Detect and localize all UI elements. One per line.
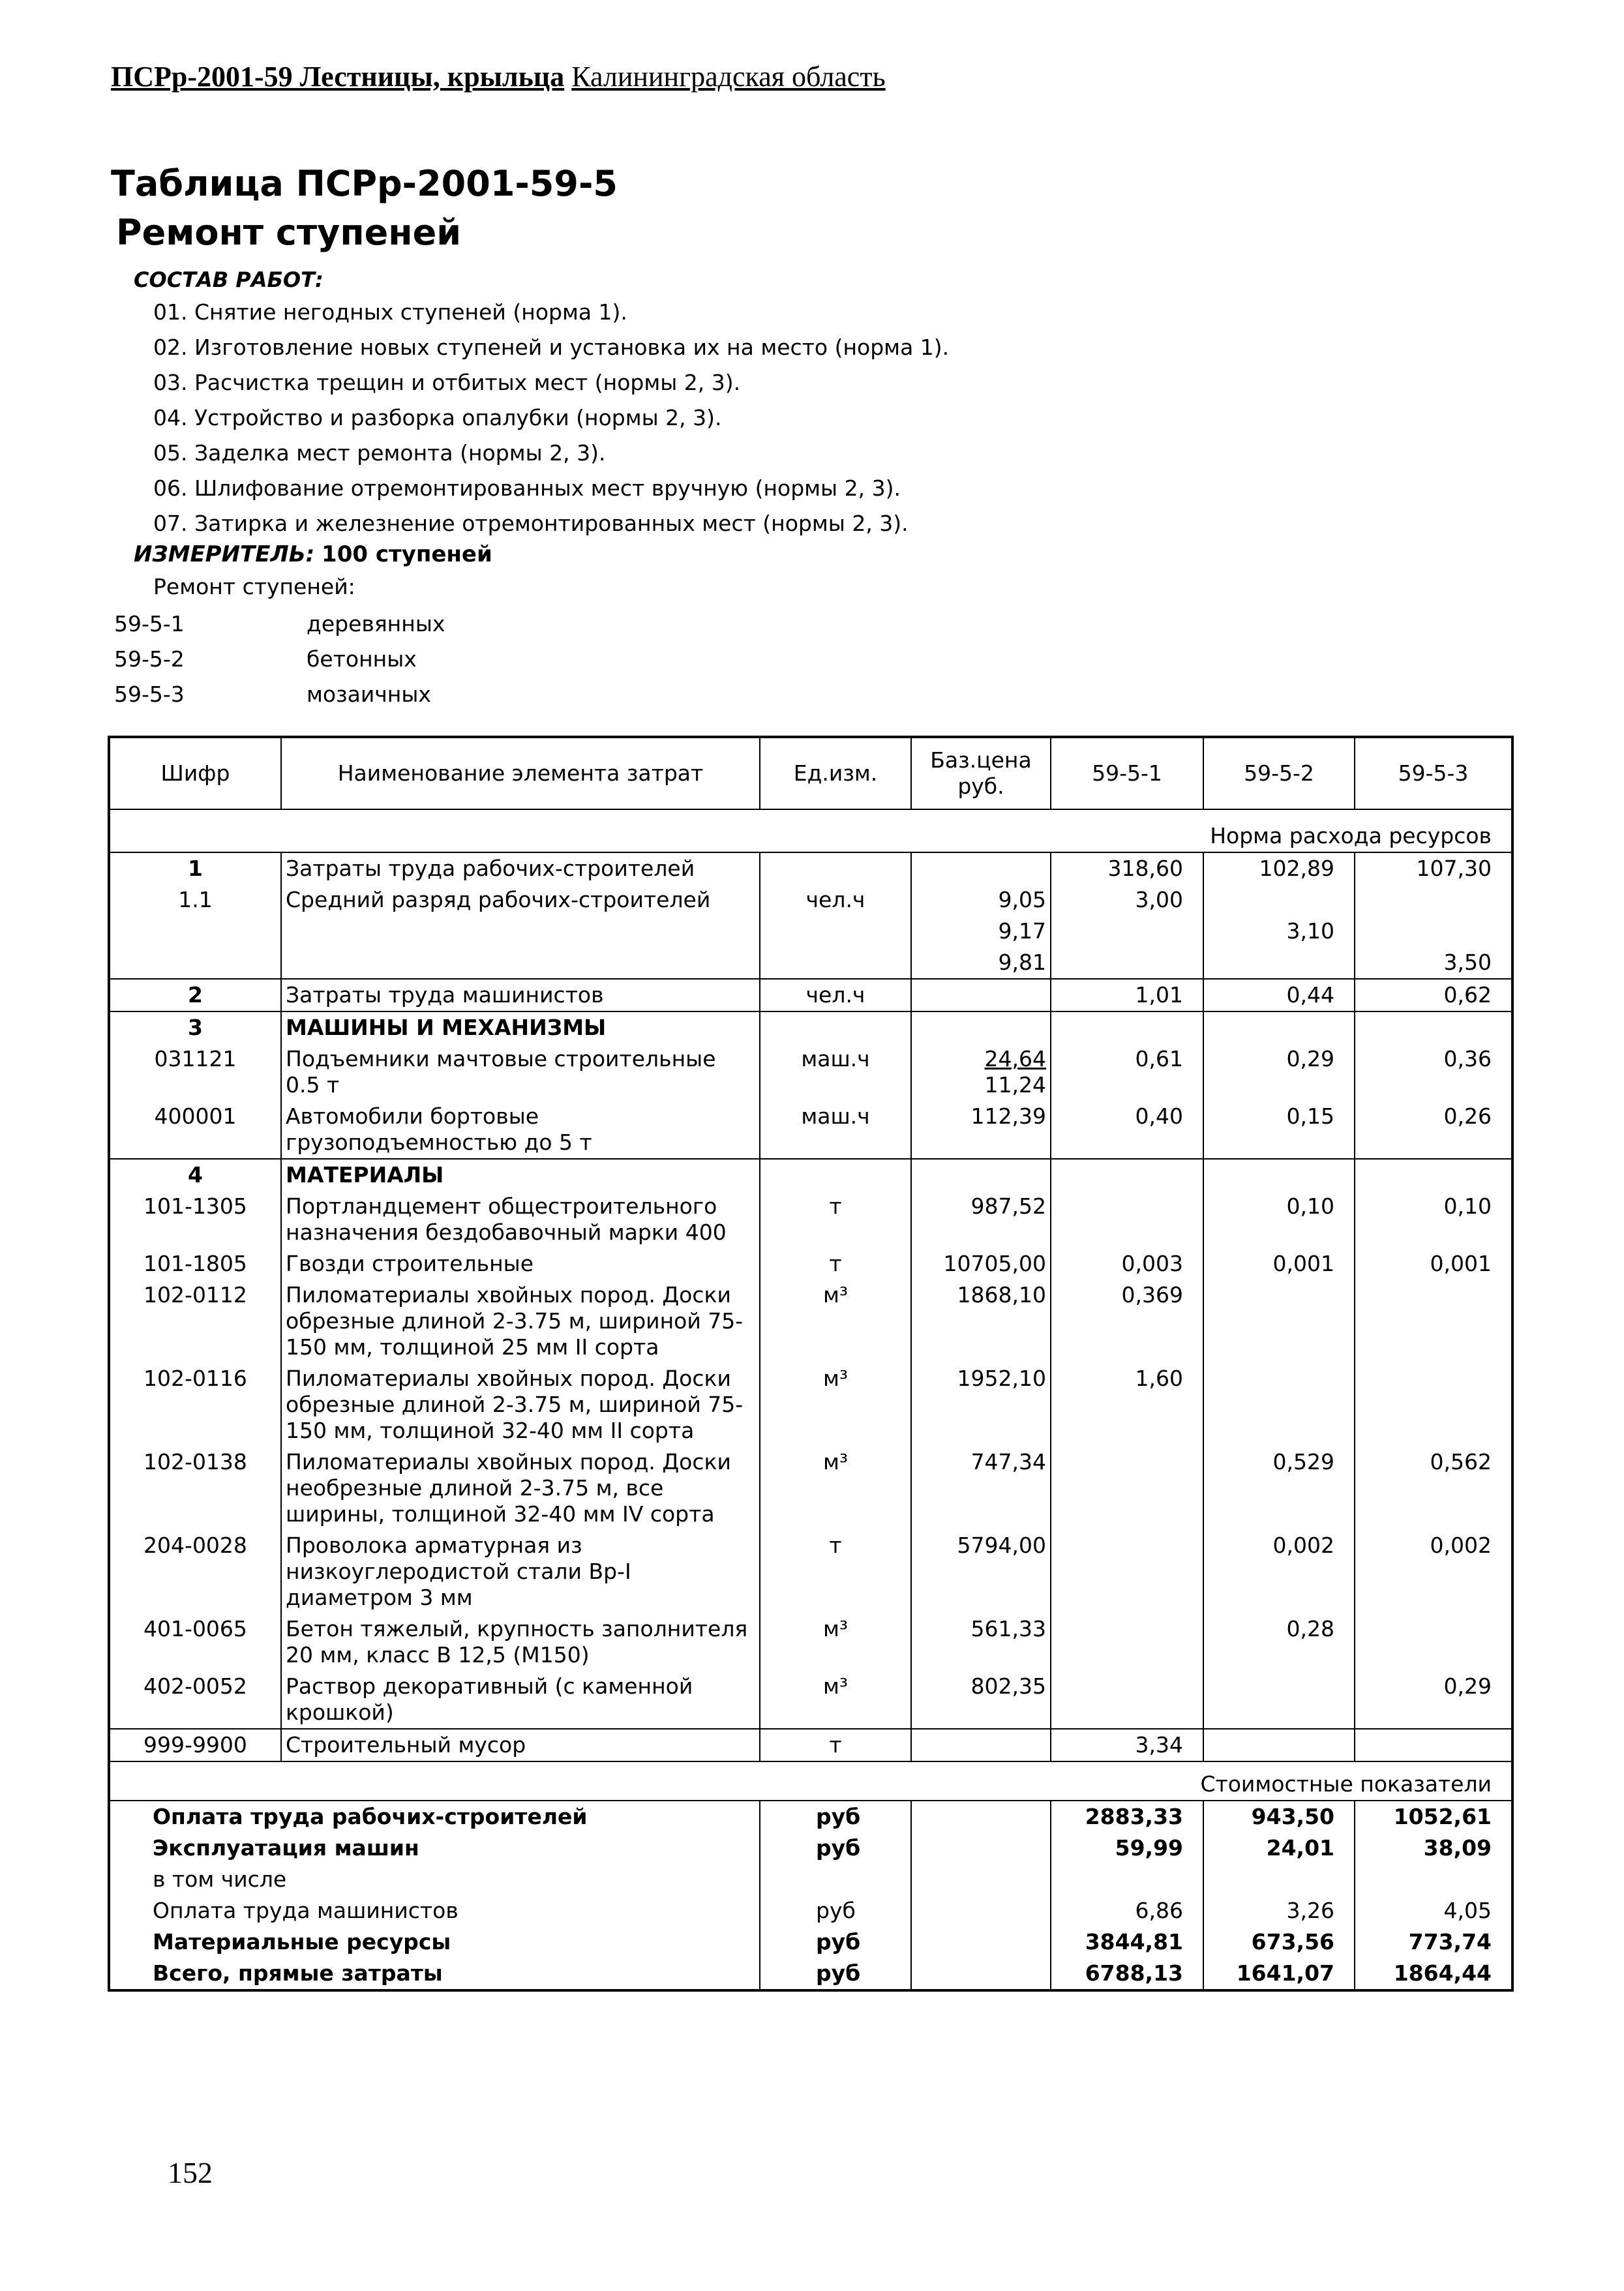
row-value-59-5-3 [1355,916,1512,947]
cost-unit: руб [760,1926,911,1958]
table-row [109,1011,1512,1043]
table-row [109,1729,1512,1761]
row-price [911,852,1051,884]
row-price [911,1043,1051,1101]
column-header: 59-5-1 [1051,737,1203,809]
cost-band-row [109,1761,1512,1801]
row-value-59-5-2: 0,001 [1203,1248,1355,1280]
cost-unit: руб [760,1801,911,1833]
norm-band-label: Норма расхода ресурсов [109,809,1512,852]
row-value-59-5-3 [1355,1729,1512,1761]
cost-name: Материальные ресурсы [109,1926,760,1958]
cost-value-59-5-3: 773,74 [1355,1926,1512,1958]
variant-item [114,642,445,677]
table-row [109,1280,1512,1363]
row-value-59-5-1 [1051,1011,1203,1043]
price-value-alt: 11,24 [984,1072,1046,1098]
cost-value-59-5-1: 2883,33 [1051,1801,1203,1833]
row-value-59-5-3 [1355,1159,1512,1191]
variant-item [114,677,445,712]
header-code-title: ПСРр-2001-59 Лестницы, крыльца [111,61,565,93]
row-value-59-5-3: 0,002 [1355,1530,1512,1613]
variant-item [114,606,445,642]
row-value-59-5-3: 0,562 [1355,1446,1512,1530]
variant-code: 59-5-1 [114,611,185,636]
row-name [281,947,760,979]
column-header: Баз.цена руб. [911,737,1051,809]
row-value-59-5-2: 0,28 [1203,1613,1355,1671]
page-number: 152 [168,2156,213,2189]
cost-price [911,1801,1051,1833]
cost-unit: руб [760,1895,911,1926]
row-unit: чел.ч [760,884,911,916]
row-price: 5794,00 [911,1530,1051,1613]
row-price: 10705,00 [911,1248,1051,1280]
row-code: 4 [109,1159,281,1191]
row-code: 204-0028 [109,1530,281,1613]
row-unit: т [760,1248,911,1280]
column-header: Наименование элемента затрат [281,737,760,809]
table-row [109,1671,1512,1729]
row-name: Пиломатериалы хвойных пород. Доски необрезные длиной 2-3.75 м, все ширины, толщиной 32-40 мм IV сорта [281,1446,760,1530]
row-name: Автомобили бортовые грузоподъемностью до 5 т [281,1101,760,1159]
row-code: 101-1805 [109,1248,281,1280]
row-unit [760,852,911,884]
row-value-59-5-1 [1051,1530,1203,1613]
table-header-row [109,737,1512,809]
row-value-59-5-1: 3,00 [1051,884,1203,916]
row-code: 101-1305 [109,1191,281,1248]
table-row [109,979,1512,1011]
row-value-59-5-2: 3,10 [1203,916,1355,947]
row-value-59-5-1: 0,003 [1051,1248,1203,1280]
table-row [109,1530,1512,1613]
work-composition-list [153,295,949,541]
table-row [109,1446,1512,1530]
row-value-59-5-2: 0,44 [1203,979,1355,1011]
row-price: 747,34 [911,1446,1051,1530]
row-value-59-5-1 [1051,1159,1203,1191]
header-region: Калининградская область [571,61,886,93]
resource-table-body [109,737,1512,1990]
row-value-59-5-1 [1051,1446,1203,1530]
row-name: МАШИНЫ И МЕХАНИЗМЫ [281,1011,760,1043]
cost-value-59-5-2: 24,01 [1203,1833,1355,1864]
row-value-59-5-2 [1203,947,1355,979]
cost-value-59-5-1: 3844,81 [1051,1926,1203,1958]
row-price: 1868,10 [911,1280,1051,1363]
row-value-59-5-3: 0,26 [1355,1101,1512,1159]
work-item: 01. Снятие негодных ступеней (норма 1). [153,299,627,325]
row-name: Подъемники мачтовые строительные 0.5 т [281,1043,760,1101]
variant-name: бетонных [307,646,417,672]
cost-row [109,1958,1512,1990]
row-value-59-5-1: 0,40 [1051,1101,1203,1159]
cost-value-59-5-1 [1051,1864,1203,1895]
row-code: 3 [109,1011,281,1043]
variant-name: мозаичных [307,681,431,707]
row-code: 401-0065 [109,1613,281,1671]
row-price: 987,52 [911,1191,1051,1248]
row-value-59-5-1: 1,01 [1051,979,1203,1011]
row-value-59-5-1: 0,61 [1051,1043,1203,1101]
row-value-59-5-2: 0,10 [1203,1191,1355,1248]
row-value-59-5-1: 318,60 [1051,852,1203,884]
cost-band-label: Стоимостные показатели [109,1761,1512,1801]
row-name: Затраты труда машинистов [281,979,760,1011]
repair-intro: Ремонт ступеней: [153,574,355,599]
price-value: 24,64 [984,1046,1046,1071]
row-unit: т [760,1729,911,1761]
row-unit [760,916,911,947]
row-value-59-5-3 [1355,1363,1512,1446]
meter-value: 100 ступеней [322,541,492,567]
row-name [281,916,760,947]
work-item: 03. Расчистка трещин и отбитых мест (нормы 2, 3). [153,370,741,395]
cost-name: Оплата труда рабочих-строителей [109,1801,760,1833]
resource-table [108,736,1514,1992]
row-value-59-5-3 [1355,1011,1512,1043]
row-code: 102-0116 [109,1363,281,1446]
variant-code: 59-5-2 [114,646,185,672]
row-unit: т [760,1530,911,1613]
row-value-59-5-2 [1203,1280,1355,1363]
norm-band-row [109,809,1512,852]
cost-value-59-5-3: 38,09 [1355,1833,1512,1864]
work-item: 06. Шлифование отремонтированных мест вручную (нормы 2, 3). [153,475,901,501]
row-name: Строительный мусор [281,1729,760,1761]
row-code [109,916,281,947]
cost-row [109,1895,1512,1926]
row-value-59-5-2: 102,89 [1203,852,1355,884]
cost-unit [760,1864,911,1895]
table-row [109,1613,1512,1671]
table-row [109,1248,1512,1280]
row-code: 402-0052 [109,1671,281,1729]
row-code: 400001 [109,1101,281,1159]
row-unit: м³ [760,1671,911,1729]
column-header: 59-5-2 [1203,737,1355,809]
variant-list [114,606,445,712]
column-header: Ед.изм. [760,737,911,809]
row-value-59-5-2: 0,529 [1203,1446,1355,1530]
row-price: 9,17 [911,916,1051,947]
table-row [109,1101,1512,1159]
row-unit: чел.ч [760,979,911,1011]
row-value-59-5-1: 3,34 [1051,1729,1203,1761]
row-unit: маш.ч [760,1101,911,1159]
row-unit [760,1011,911,1043]
row-value-59-5-1 [1051,1191,1203,1248]
variant-code: 59-5-3 [114,681,185,707]
row-value-59-5-3: 0,36 [1355,1043,1512,1101]
row-code: 999-9900 [109,1729,281,1761]
cost-row [109,1926,1512,1958]
cost-value-59-5-2: 3,26 [1203,1895,1355,1926]
cost-value-59-5-1: 59,99 [1051,1833,1203,1864]
row-name: Пиломатериалы хвойных пород. Доски обрезные длиной 2-3.75 м, шириной 75-150 мм, толщиной 32-40 мм II сорта [281,1363,760,1446]
column-header: 59-5-3 [1355,737,1512,809]
row-unit [760,947,911,979]
row-value-59-5-2: 0,15 [1203,1101,1355,1159]
row-value-59-5-3: 0,29 [1355,1671,1512,1729]
cost-name: в том числе [109,1864,760,1895]
table-row [109,852,1512,884]
row-code: 2 [109,979,281,1011]
cost-value-59-5-3: 1052,61 [1355,1801,1512,1833]
row-unit: м³ [760,1363,911,1446]
row-value-59-5-3: 3,50 [1355,947,1512,979]
row-value-59-5-3 [1355,1613,1512,1671]
row-value-59-5-1: 1,60 [1051,1363,1203,1446]
running-header [111,60,886,93]
table-row [109,1159,1512,1191]
row-value-59-5-1 [1051,1613,1203,1671]
row-price: 1952,10 [911,1363,1051,1446]
work-item: 07. Затирка и железнение отремонтированных мест (нормы 2, 3). [153,511,909,536]
row-value-59-5-2 [1203,884,1355,916]
row-price [911,1729,1051,1761]
cost-price [911,1958,1051,1990]
row-value-59-5-2: 0,29 [1203,1043,1355,1101]
row-name: Проволока арматурная из низкоуглеродистой стали Вр-I диаметром 3 мм [281,1530,760,1613]
row-value-59-5-3: 0,62 [1355,979,1512,1011]
column-header: Шифр [109,737,281,809]
cost-name: Эксплуатация машин [109,1833,760,1864]
cost-unit: руб [760,1833,911,1864]
row-code: 031121 [109,1043,281,1101]
row-value-59-5-2 [1203,1159,1355,1191]
variant-name: деревянных [307,611,445,636]
row-unit: м³ [760,1613,911,1671]
row-name: Портландцемент общестроительного назначения бездобавочный марки 400 [281,1191,760,1248]
row-name: Пиломатериалы хвойных пород. Доски обрезные длиной 2-3.75 м, шириной 75-150 мм, толщиной 25 мм II сорта [281,1280,760,1363]
row-value-59-5-3 [1355,1280,1512,1363]
row-price: 561,33 [911,1613,1051,1671]
row-price: 9,81 [911,947,1051,979]
cost-value-59-5-2: 1641,07 [1203,1958,1355,1990]
meter-label: ИЗМЕРИТЕЛЬ: [134,541,315,567]
cost-price [911,1895,1051,1926]
row-code [109,947,281,979]
row-name: Средний разряд рабочих-строителей [281,884,760,916]
cost-row [109,1801,1512,1833]
row-value-59-5-2 [1203,1671,1355,1729]
row-code: 102-0138 [109,1446,281,1530]
work-composition-heading: СОСТАВ РАБОТ: [134,267,323,292]
cost-price [911,1864,1051,1895]
cost-value-59-5-3: 4,05 [1355,1895,1512,1926]
table-code: Таблица ПСРр-2001-59-5 [111,163,618,204]
cost-value-59-5-2: 673,56 [1203,1926,1355,1958]
row-unit: м³ [760,1446,911,1530]
meter-line [134,541,492,567]
table-row [109,1043,1512,1101]
row-name: Гвозди строительные [281,1248,760,1280]
cost-value-59-5-2: 943,50 [1203,1801,1355,1833]
row-unit: м³ [760,1280,911,1363]
row-code: 1.1 [109,884,281,916]
cost-value-59-5-3 [1355,1864,1512,1895]
cost-value-59-5-2 [1203,1864,1355,1895]
cost-row [109,1864,1512,1895]
cost-value-59-5-1: 6,86 [1051,1895,1203,1926]
row-price: 9,05 [911,884,1051,916]
row-unit: маш.ч [760,1043,911,1101]
row-price: 112,39 [911,1101,1051,1159]
cost-row [109,1833,1512,1864]
row-value-59-5-2 [1203,1729,1355,1761]
row-value-59-5-2 [1203,1363,1355,1446]
row-name: Раствор декоративный (с каменной крошкой) [281,1671,760,1729]
row-value-59-5-3: 0,001 [1355,1248,1512,1280]
row-value-59-5-3: 107,30 [1355,852,1512,884]
table-row [109,1191,1512,1248]
cost-price [911,1833,1051,1864]
work-item: 04. Устройство и разборка опалубки (нормы 2, 3). [153,405,722,430]
row-value-59-5-1 [1051,947,1203,979]
row-code: 1 [109,852,281,884]
row-unit: т [760,1191,911,1248]
row-unit [760,1159,911,1191]
row-name: МАТЕРИАЛЫ [281,1159,760,1191]
row-name: Бетон тяжелый, крупность заполнителя 20 мм, класс В 12,5 (М150) [281,1613,760,1671]
row-value-59-5-1 [1051,1671,1203,1729]
row-value-59-5-3: 0,10 [1355,1191,1512,1248]
work-item: 02. Изготовление новых ступеней и установка их на место (норма 1). [153,335,950,360]
cost-value-59-5-1: 6788,13 [1051,1958,1203,1990]
row-value-59-5-1: 0,369 [1051,1280,1203,1363]
row-price [911,1011,1051,1043]
table-row [109,884,1512,916]
table-row [109,1363,1512,1446]
table-row [109,947,1512,979]
row-code: 102-0112 [109,1280,281,1363]
cost-unit: руб [760,1958,911,1990]
cost-price [911,1926,1051,1958]
table-title: Ремонт ступеней [116,212,462,253]
row-price: 802,35 [911,1671,1051,1729]
cost-name: Оплата труда машинистов [109,1895,760,1926]
row-name: Затраты труда рабочих-строителей [281,852,760,884]
row-price [911,1159,1051,1191]
table-row [109,916,1512,947]
cost-value-59-5-3: 1864,44 [1355,1958,1512,1990]
row-value-59-5-2: 0,002 [1203,1530,1355,1613]
row-value-59-5-1 [1051,916,1203,947]
row-price [911,979,1051,1011]
cost-name: Всего, прямые затраты [109,1958,760,1990]
row-value-59-5-2 [1203,1011,1355,1043]
row-value-59-5-3 [1355,884,1512,916]
work-item: 05. Заделка мест ремонта (нормы 2, 3). [153,440,606,466]
